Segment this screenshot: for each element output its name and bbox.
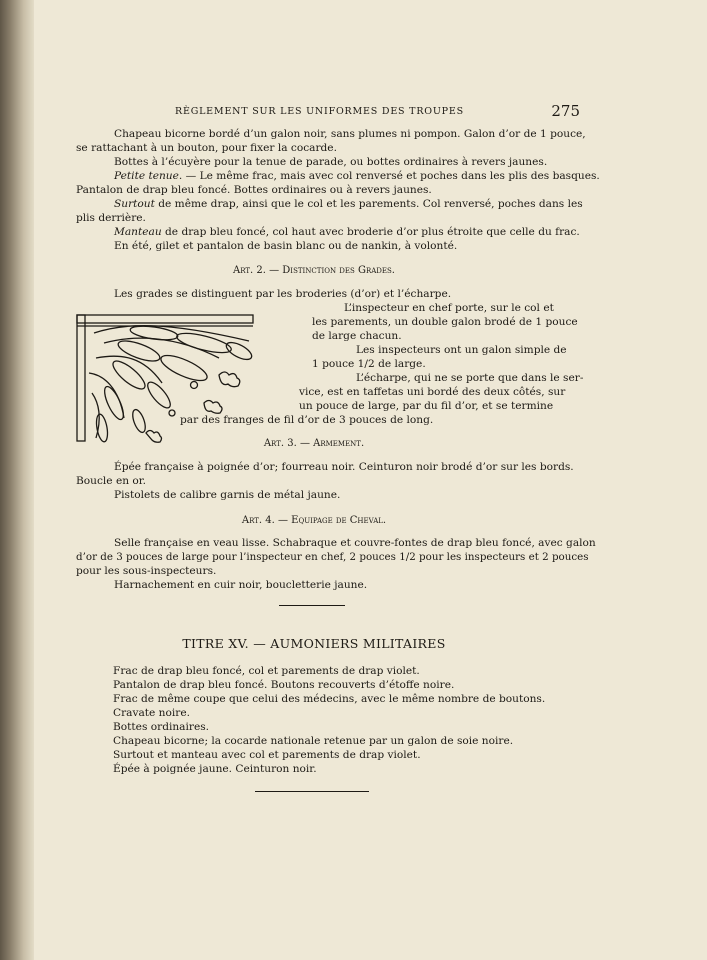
text-line: Pistolets de calibre garnis de métal jaune. bbox=[114, 489, 341, 501]
oak-leaf-ornament bbox=[44, 313, 256, 443]
text-line: L’écharpe, qui ne se porte que dans le ser- bbox=[356, 372, 584, 384]
text-line: Selle française en veau lisse. Schabraque et couvre-fontes de drap bleu foncé, avec galon bbox=[114, 537, 596, 549]
text-line: plis derrière. bbox=[76, 212, 146, 224]
article-heading: Art. 4. — Equipage de Cheval. bbox=[241, 515, 387, 526]
text-line: se rattachant à un bouton, pour fixer la cocarde. bbox=[76, 142, 337, 154]
list-item: Frac de même coupe que celui des médecins, avec le même nombre de boutons. bbox=[113, 693, 546, 705]
list-item: Bottes ordinaires. bbox=[113, 721, 210, 733]
text-line: L’inspecteur en chef porte, sur le col et bbox=[344, 302, 554, 314]
text-span: de même drap, ainsi que le col et les parements. Col renversé, poches dans les bbox=[154, 198, 583, 210]
list-item: Frac de drap bleu foncé, col et parements de drap violet. bbox=[113, 665, 420, 677]
text-line: Boucle en or. bbox=[76, 475, 147, 487]
text-line: Harnachement en cuir noir, boucletterie jaune. bbox=[114, 579, 368, 591]
text-line: Les inspecteurs ont un galon simple de bbox=[356, 344, 567, 356]
text-line: Pantalon de drap bleu foncé. Bottes ordinaires ou à revers jaunes. bbox=[76, 184, 432, 196]
text-line: vice, est en taffetas uni bordé des deux côtés, sur bbox=[299, 386, 566, 398]
text-line: En été, gilet et pantalon de basin blanc ou de nankin, à volonté. bbox=[114, 240, 458, 252]
italic-label: Petite tenue. bbox=[114, 170, 183, 182]
text-line: Bottes à l’écuyère pour la tenue de parade, ou bottes ordinaires à revers jaunes. bbox=[114, 156, 548, 168]
book-spine-shadow bbox=[0, 0, 34, 960]
text-line: par des franges de fil d’or de 3 pouces de long. bbox=[180, 414, 434, 426]
text-line: d’or de 3 pouces de large pour l’inspecteur en chef, 2 pouces 1/2 pour les inspecteurs et 2 pouces bbox=[76, 551, 589, 563]
section-divider bbox=[279, 605, 345, 606]
text-line: un pouce de large, par du fil d’or, et se termine bbox=[299, 400, 554, 412]
text-line bbox=[76, 197, 583, 211]
text-line: Épée française à poignée d’or; fourreau noir. Ceinturon noir brodé d’or sur les bords. bbox=[114, 461, 574, 473]
list-item: Surtout et manteau avec col et parements de drap violet. bbox=[113, 749, 421, 761]
text-line: les parements, un double galon brodé de 1 pouce bbox=[312, 316, 578, 328]
list-item: Chapeau bicorne; la cocarde nationale retenue par un galon de soie noire. bbox=[113, 735, 514, 747]
article-heading: Art. 2. — Distinction des Grades. bbox=[233, 265, 395, 276]
text-line: pour les sous-inspecteurs. bbox=[76, 565, 217, 577]
italic-label: Manteau bbox=[114, 226, 162, 238]
page-number: 275 bbox=[551, 102, 580, 120]
running-title: RÈGLEMENT SUR LES UNIFORMES DES TROUPES bbox=[175, 106, 464, 117]
section-title: TITRE XV. — AUMONIERS MILITAIRES bbox=[182, 636, 446, 651]
section-divider bbox=[255, 791, 369, 792]
text-span: — Le même frac, mais avec col renversé et poches dans les plis des basques. bbox=[182, 170, 600, 182]
text-line: de large chacun. bbox=[312, 330, 402, 342]
article-heading: Art. 3. — Armement. bbox=[263, 438, 365, 449]
list-item: Épée à poignée jaune. Ceinturon noir. bbox=[113, 763, 317, 775]
text-line: 1 pouce 1/2 de large. bbox=[312, 358, 426, 370]
italic-label: Surtout bbox=[114, 198, 155, 210]
list-item: Pantalon de drap bleu foncé. Boutons recouverts d’étoffe noire. bbox=[113, 679, 455, 691]
text-line: Chapeau bicorne bordé d’un galon noir, sans plumes ni pompon. Galon d’or de 1 pouce, bbox=[114, 128, 586, 140]
text-line bbox=[76, 225, 580, 239]
text-line bbox=[76, 169, 600, 183]
text-line: Les grades se distinguent par les broderies (d’or) et l’écharpe. bbox=[114, 288, 452, 300]
list-item: Cravate noire. bbox=[113, 707, 190, 719]
text-span: de drap bleu foncé, col haut avec broderie d’or plus étroite que celle du frac. bbox=[161, 226, 580, 238]
